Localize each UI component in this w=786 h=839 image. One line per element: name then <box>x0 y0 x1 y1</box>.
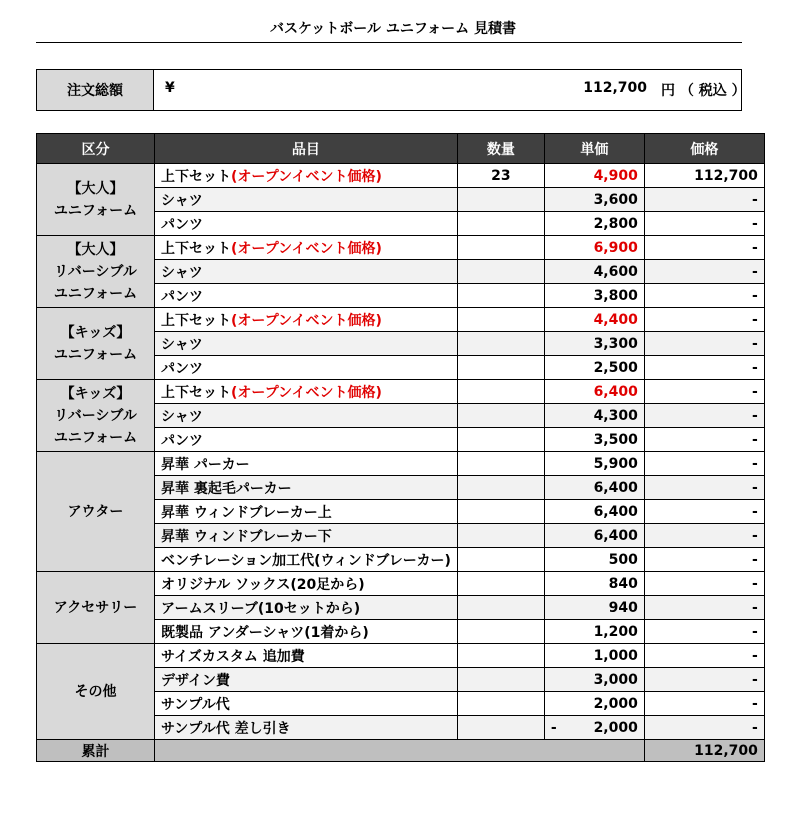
item-name: サイズカスタム 追加費 <box>161 648 305 665</box>
item-cell <box>155 692 458 716</box>
unit-price-value: 1,200 <box>593 623 638 640</box>
item-cell <box>155 356 458 380</box>
quantity-cell <box>457 356 544 380</box>
category-cell <box>37 236 155 308</box>
unit-price-value: 6,400 <box>593 527 638 544</box>
item-name: サンプル代 差し引き <box>161 720 291 737</box>
price-cell: - <box>644 596 764 620</box>
item-name: シャツ <box>161 264 203 281</box>
quantity-cell <box>457 500 544 524</box>
unit-price-cell <box>544 548 644 572</box>
price-cell: - <box>644 452 764 476</box>
unit-price-cell <box>544 524 644 548</box>
item-cell <box>155 596 458 620</box>
header-unit-price: 単価 <box>544 134 644 164</box>
category-label-line: ユニフォーム <box>53 202 138 219</box>
unit-price-cell <box>544 620 644 644</box>
item-name: 上下セット <box>161 384 231 401</box>
unit-price-value: 5,900 <box>593 455 638 472</box>
item-cell <box>155 716 458 740</box>
quantity-cell <box>457 332 544 356</box>
price-cell: - <box>644 572 764 596</box>
quantity-cell <box>457 572 544 596</box>
category-label-line: ユニフォーム <box>53 346 138 363</box>
unit-price-value: 3,500 <box>593 431 638 448</box>
table-row <box>37 644 765 668</box>
quantity-cell <box>457 260 544 284</box>
unit-price-cell <box>544 644 644 668</box>
price-cell: - <box>644 356 764 380</box>
category-cell <box>37 164 155 236</box>
item-name: 上下セット <box>161 312 231 329</box>
unit-price-cell <box>544 332 644 356</box>
unit-price-value: 3,300 <box>593 335 638 352</box>
item-cell <box>155 308 458 332</box>
table-row <box>37 572 765 596</box>
item-cell <box>155 452 458 476</box>
item-note: (オープンイベント価格) <box>231 240 382 257</box>
category-cell <box>37 644 155 740</box>
item-cell <box>155 284 458 308</box>
item-cell <box>155 620 458 644</box>
item-cell <box>155 404 458 428</box>
price-cell: - <box>644 524 764 548</box>
currency-symbol: ¥ <box>165 80 175 96</box>
quantity-cell <box>457 188 544 212</box>
unit-price-cell <box>544 260 644 284</box>
quantity-cell <box>457 548 544 572</box>
unit-price-cell <box>544 428 644 452</box>
order-total-amount: 112,700 <box>583 80 647 96</box>
quantity-cell <box>457 476 544 500</box>
item-name: パンツ <box>161 432 203 449</box>
unit-price-cell <box>544 212 644 236</box>
table-row <box>37 452 765 476</box>
price-cell: - <box>644 260 764 284</box>
item-name: シャツ <box>161 336 203 353</box>
item-cell <box>155 380 458 404</box>
table-row <box>37 308 765 332</box>
item-name: パンツ <box>161 288 203 305</box>
price-cell: - <box>644 332 764 356</box>
item-cell <box>155 548 458 572</box>
item-cell <box>155 332 458 356</box>
item-name: シャツ <box>161 192 203 209</box>
unit-price-value: 4,300 <box>593 407 638 424</box>
unit-price-minus: - <box>550 719 557 736</box>
category-label-line: ユニフォーム <box>53 429 138 446</box>
price-cell: - <box>644 476 764 500</box>
unit-price-cell <box>544 380 644 404</box>
item-cell <box>155 524 458 548</box>
quantity-cell <box>457 620 544 644</box>
quantity-cell <box>457 692 544 716</box>
table-body <box>37 164 765 740</box>
unit-price-value: 6,400 <box>593 503 638 520</box>
quantity-cell <box>457 524 544 548</box>
item-name: 昇華 裏起毛パーカー <box>161 480 292 497</box>
item-name: パンツ <box>161 360 203 377</box>
price-cell: - <box>644 548 764 572</box>
price-cell: - <box>644 188 764 212</box>
price-cell: - <box>644 404 764 428</box>
unit-price-cell <box>544 164 644 188</box>
unit-price-cell <box>544 596 644 620</box>
unit-price-cell <box>544 572 644 596</box>
quantity-cell <box>457 236 544 260</box>
item-name: シャツ <box>161 408 203 425</box>
unit-price-value: 1,000 <box>593 647 638 664</box>
unit-price-value: 4,900 <box>593 167 638 184</box>
price-cell: - <box>644 284 764 308</box>
item-name: デザイン費 <box>161 672 231 689</box>
unit-price-cell <box>544 668 644 692</box>
price-cell: 112,700 <box>644 164 764 188</box>
item-note: (オープンイベント価格) <box>231 384 382 401</box>
unit-price-cell <box>544 692 644 716</box>
item-name: アームスリーブ(10セットから) <box>161 600 361 617</box>
item-name: サンプル代 <box>161 696 230 713</box>
table-row <box>37 164 765 188</box>
unit-price-cell <box>544 452 644 476</box>
category-cell <box>37 572 155 644</box>
unit-price-cell <box>544 308 644 332</box>
price-cell: - <box>644 716 764 740</box>
unit-price-value: 6,400 <box>593 383 638 400</box>
price-cell: - <box>644 212 764 236</box>
order-total-label: 注文総額 <box>37 70 154 110</box>
unit-price-value: 4,600 <box>593 263 638 280</box>
category-label-line: その他 <box>74 683 117 700</box>
unit-price-value: 3,600 <box>593 191 638 208</box>
item-cell <box>155 476 458 500</box>
quantity-cell <box>457 452 544 476</box>
unit-price-cell <box>544 356 644 380</box>
unit-price-cell <box>544 716 644 740</box>
document-title: バスケットボール ユニフォーム 見積書 <box>269 21 517 37</box>
unit-price-value: 2,000 <box>593 695 638 712</box>
category-label-line: 【キッズ】 <box>60 324 131 341</box>
item-cell <box>155 212 458 236</box>
quantity-cell <box>457 596 544 620</box>
unit-price-value: 840 <box>608 575 638 592</box>
unit-price-value: 2,800 <box>593 215 638 232</box>
quantity-cell <box>457 284 544 308</box>
unit-price-value: 940 <box>608 599 638 616</box>
header-price: 価格 <box>644 134 764 164</box>
unit-price-cell <box>544 284 644 308</box>
unit-price-cell <box>544 500 644 524</box>
price-cell: - <box>644 644 764 668</box>
header-item: 品目 <box>155 134 458 164</box>
item-cell <box>155 164 458 188</box>
unit-price-value: 2,000 <box>593 719 638 736</box>
item-cell <box>155 188 458 212</box>
quantity-cell <box>457 428 544 452</box>
category-cell <box>37 452 155 572</box>
category-label-line: 【大人】 <box>67 180 124 197</box>
item-cell <box>155 644 458 668</box>
item-cell <box>155 260 458 284</box>
unit-price-cell <box>544 404 644 428</box>
table-row <box>37 380 765 404</box>
unit-price-value: 3,000 <box>593 671 638 688</box>
item-note: (オープンイベント価格) <box>231 312 382 329</box>
table-footer-row <box>37 740 765 762</box>
category-label-line: アウター <box>67 503 124 520</box>
price-cell: - <box>644 308 764 332</box>
item-name: 昇華 パーカー <box>161 456 250 473</box>
price-cell: - <box>644 692 764 716</box>
quantity-cell <box>457 380 544 404</box>
item-name: パンツ <box>161 216 203 233</box>
title-underline <box>36 42 742 43</box>
cumulative-total: 112,700 <box>644 740 764 762</box>
order-total-unit: 円 （ 税込 ） <box>661 83 746 99</box>
quantity-cell <box>457 404 544 428</box>
unit-price-value: 6,400 <box>593 479 638 496</box>
unit-price-cell <box>544 476 644 500</box>
item-name: 上下セット <box>161 240 231 257</box>
item-name: 昇華 ウィンドブレーカー下 <box>161 528 332 545</box>
item-cell <box>155 236 458 260</box>
category-cell <box>37 380 155 452</box>
unit-price-value: 3,800 <box>593 287 638 304</box>
table-header-row <box>37 134 765 164</box>
cumulative-label: 累計 <box>37 740 155 762</box>
price-cell: - <box>644 236 764 260</box>
unit-price-cell <box>544 236 644 260</box>
price-cell: - <box>644 500 764 524</box>
quantity-cell <box>457 308 544 332</box>
item-name: オリジナル ソックス(20足から) <box>161 576 365 593</box>
item-cell <box>155 500 458 524</box>
price-cell: - <box>644 668 764 692</box>
category-label-line: 【大人】 <box>67 241 124 258</box>
item-name: ベンチレーション加工代(ウィンドブレーカー) <box>161 552 451 569</box>
category-label-line: リバーシブル <box>54 263 137 280</box>
category-label-line: 【キッズ】 <box>60 385 131 402</box>
price-cell: - <box>644 428 764 452</box>
quantity-cell <box>457 212 544 236</box>
category-label-line: ユニフォーム <box>53 285 138 302</box>
item-name: 既製品 アンダーシャツ(1着から) <box>161 624 369 641</box>
item-note: (オープンイベント価格) <box>231 168 382 185</box>
footer-empty-cell <box>155 740 645 762</box>
item-cell <box>155 572 458 596</box>
category-cell <box>37 308 155 380</box>
price-cell: - <box>644 620 764 644</box>
unit-price-value: 2,500 <box>593 359 638 376</box>
quantity-cell <box>457 716 544 740</box>
category-label-line: リバーシブル <box>54 407 137 424</box>
item-name: 上下セット <box>161 168 231 185</box>
header-category: 区分 <box>37 134 155 164</box>
unit-price-value: 4,400 <box>593 311 638 328</box>
header-quantity: 数量 <box>457 134 544 164</box>
category-label-line: アクセサリー <box>53 599 138 616</box>
item-name: 昇華 ウィンドブレーカー上 <box>161 504 332 521</box>
quantity-cell: 23 <box>457 164 544 188</box>
order-total-box <box>36 69 746 111</box>
price-cell: - <box>644 380 764 404</box>
unit-price-value: 500 <box>608 551 638 568</box>
unit-price-value: 6,900 <box>593 239 638 256</box>
item-cell <box>155 428 458 452</box>
quantity-cell <box>457 644 544 668</box>
estimate-table <box>36 133 765 762</box>
table-row <box>37 236 765 260</box>
quantity-cell <box>457 668 544 692</box>
unit-price-cell <box>544 188 644 212</box>
item-cell <box>155 668 458 692</box>
